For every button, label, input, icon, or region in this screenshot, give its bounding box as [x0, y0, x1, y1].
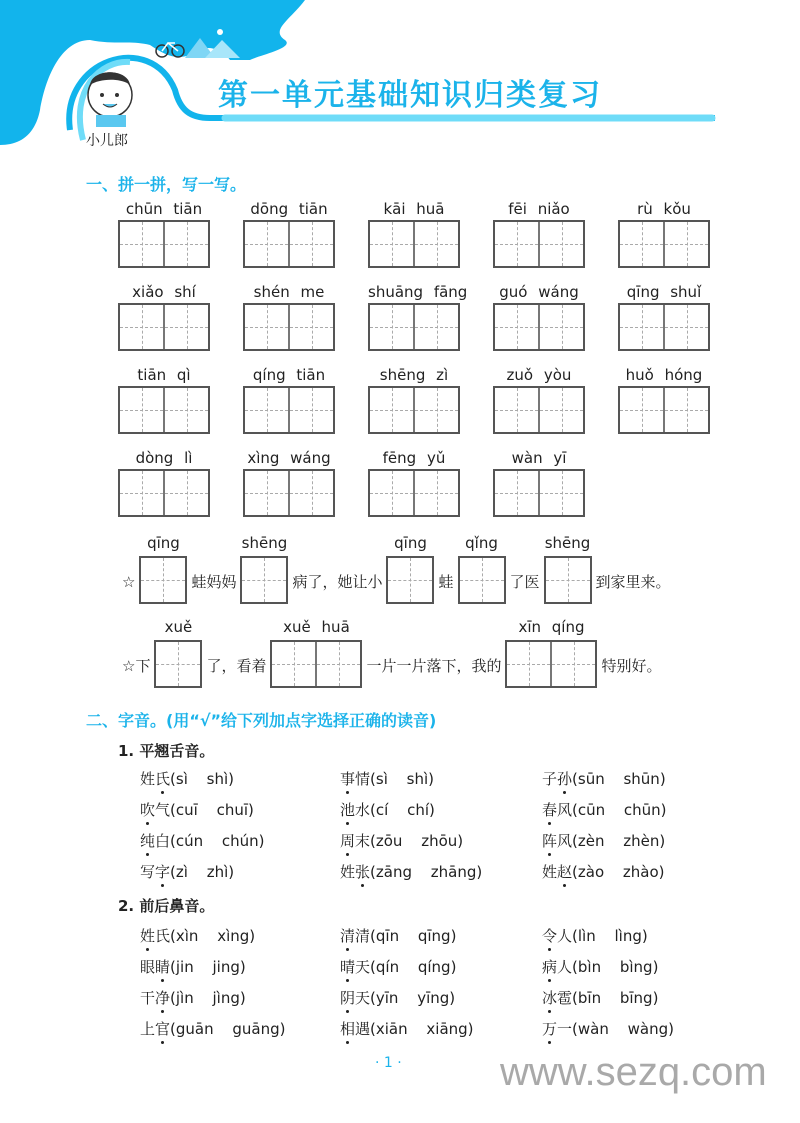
mascot-icon — [88, 72, 132, 127]
pronunciation-question[interactable] — [542, 861, 665, 882]
pinyin-label: fēi niǎo — [508, 200, 570, 218]
character: 写 — [140, 863, 156, 881]
pinyin-label: dōng tiān — [250, 200, 328, 218]
pinyin-options[interactable]: (wàn wàng) — [572, 1020, 674, 1038]
pinyin-options[interactable]: (zōu zhōu) — [370, 832, 464, 850]
character: 水 — [355, 801, 371, 819]
pronunciation-question[interactable] — [340, 830, 463, 851]
writing-box[interactable] — [544, 556, 592, 604]
character: 姓 — [140, 770, 156, 788]
writing-box[interactable] — [386, 556, 434, 604]
pinyin-options[interactable]: (zì zhì) — [170, 863, 235, 881]
pronunciation-question[interactable] — [140, 861, 234, 882]
mascot-label: 小儿郎 — [86, 133, 128, 149]
writing-box[interactable] — [505, 640, 597, 688]
pinyin-label: xiǎo shí — [132, 283, 196, 301]
pinyin-options[interactable]: (zào zhào) — [572, 863, 665, 881]
pinyin-item — [618, 281, 710, 351]
character: 睛 — [155, 958, 171, 976]
sentence-text: 到家里来。 — [595, 573, 671, 591]
character: 人 — [557, 958, 573, 976]
sentence-text: 了，看着 — [206, 657, 267, 675]
sentence-text: 特别好。 — [601, 657, 662, 675]
pronunciation-question[interactable] — [140, 799, 254, 820]
sentence-text: 病了，她让小 — [292, 573, 383, 591]
character: 赵 — [557, 863, 573, 881]
watermark: www.sezq.com — [500, 1050, 767, 1094]
writing-box[interactable] — [493, 469, 585, 517]
character: 池 — [340, 801, 356, 819]
pronunciation-question[interactable] — [140, 830, 265, 851]
character: 上 — [140, 1020, 156, 1038]
pinyin-item — [493, 198, 585, 268]
pinyin-item — [493, 281, 585, 351]
pinyin-options[interactable]: (yīn yīng) — [370, 989, 456, 1007]
subsection-1-title: 1. 平翘舌音。 — [118, 742, 215, 760]
pinyin-item — [493, 364, 585, 434]
sun-icon — [217, 29, 223, 35]
pinyin-item — [243, 364, 335, 434]
section-2-title: 二、字音。(用“√”给下列加点字选择正确的读音) — [86, 711, 437, 730]
pinyin-label: wàn yī — [511, 449, 567, 467]
character: 万 — [542, 1020, 558, 1038]
pinyin-label: rù kǒu — [637, 200, 691, 218]
subsection-2-title: 2. 前后鼻音。 — [118, 897, 215, 915]
pinyin-item — [243, 281, 335, 351]
pinyin-item — [618, 198, 710, 268]
writing-box[interactable] — [458, 556, 506, 604]
character: 天 — [355, 958, 371, 976]
section-1-title: 一、拼一拼，写一写。 — [86, 175, 247, 194]
character: 白 — [155, 832, 171, 850]
sentence-text: 蛙 — [438, 573, 454, 591]
pronunciation-question[interactable] — [340, 925, 456, 946]
sentence-text: 了医 — [509, 573, 540, 591]
writing-box[interactable] — [154, 640, 202, 688]
pinyin-label: shēng — [544, 534, 591, 552]
character: 风 — [557, 801, 573, 819]
pinyin-options[interactable]: (cún chún) — [170, 832, 265, 850]
pinyin-label: kāi huā — [383, 200, 445, 218]
pinyin-label: huǒ hóng — [625, 366, 703, 384]
pinyin-options[interactable]: (sì shì) — [170, 770, 234, 788]
character: 末 — [355, 832, 371, 850]
pinyin-label: shēng zì — [379, 366, 449, 384]
character: 令 — [542, 927, 558, 945]
pinyin-options[interactable]: (cí chí) — [370, 801, 435, 819]
character: 氏 — [155, 770, 171, 788]
pinyin-options[interactable]: (lìn lìng) — [572, 927, 648, 945]
character: 遇 — [355, 1020, 371, 1038]
writing-box[interactable] — [368, 469, 460, 517]
pinyin-options[interactable]: (xiān xiāng) — [370, 1020, 474, 1038]
pinyin-options[interactable]: (cūn chūn) — [572, 801, 667, 819]
writing-box[interactable] — [118, 386, 210, 434]
sentence-text: ☆下 — [122, 657, 151, 675]
writing-box[interactable] — [118, 303, 210, 351]
sentence-text: 一片一片落下，我的 — [366, 657, 502, 675]
character: 人 — [557, 927, 573, 945]
character: 纯 — [140, 832, 156, 850]
pinyin-label: xuě huā — [283, 618, 350, 636]
sentence-1 — [118, 530, 675, 604]
writing-box[interactable] — [243, 386, 335, 434]
pronunciation-question[interactable] — [340, 768, 434, 789]
character: 子 — [542, 770, 558, 788]
page-title: 第一单元基础知识归类复习 — [218, 78, 602, 113]
character: 清 — [355, 927, 371, 945]
character: 氏 — [155, 927, 171, 945]
character: 周 — [340, 832, 356, 850]
pronunciation-question[interactable] — [542, 830, 665, 851]
pronunciation-question[interactable] — [140, 1018, 285, 1039]
character: 孙 — [557, 770, 573, 788]
pronunciation-question[interactable] — [542, 987, 658, 1008]
character: 姓 — [542, 863, 558, 881]
pinyin-item — [243, 198, 335, 268]
pronunciation-question[interactable] — [140, 956, 246, 977]
character: 病 — [542, 958, 558, 976]
pinyin-item — [493, 447, 585, 517]
pronunciation-question[interactable] — [542, 925, 648, 946]
pronunciation-question[interactable] — [340, 956, 456, 977]
pinyin-item — [368, 364, 460, 434]
pinyin-options[interactable]: (xìn xìng) — [170, 927, 256, 945]
pinyin-label: tiān qì — [137, 366, 191, 384]
pinyin-label: shēng — [241, 534, 288, 552]
writing-box[interactable] — [243, 469, 335, 517]
writing-box[interactable] — [618, 303, 710, 351]
pinyin-label: chūn tiān — [125, 200, 203, 218]
character: 阵 — [542, 832, 558, 850]
character: 气 — [155, 801, 171, 819]
pinyin-label: dòng lì — [135, 449, 193, 467]
pinyin-label: qǐng — [465, 534, 498, 552]
character: 清 — [340, 927, 356, 945]
pronunciation-question[interactable] — [340, 1018, 474, 1039]
writing-box[interactable] — [118, 469, 210, 517]
pronunciation-question[interactable] — [140, 768, 234, 789]
page-number: · 1 · — [375, 1055, 402, 1071]
pinyin-item — [118, 198, 210, 268]
star-icon: ☆ — [122, 573, 136, 591]
character: 情 — [355, 770, 371, 788]
pinyin-item — [368, 447, 460, 517]
writing-box[interactable] — [493, 386, 585, 434]
character: 相 — [340, 1020, 356, 1038]
character: 一 — [557, 1020, 573, 1038]
pinyin-options[interactable]: (jìn jìng) — [170, 989, 246, 1007]
pinyin-label: xìng wáng — [247, 449, 331, 467]
pinyin-item — [118, 447, 210, 517]
pinyin-label: zuǒ yòu — [506, 366, 572, 384]
pinyin-options[interactable]: (jin jing) — [170, 958, 246, 976]
writing-box[interactable] — [243, 303, 335, 351]
pinyin-label: xuě — [164, 618, 193, 636]
writing-box[interactable] — [493, 303, 585, 351]
character: 官 — [155, 1020, 171, 1038]
character: 雹 — [557, 989, 573, 1007]
writing-box[interactable] — [243, 220, 335, 268]
character: 姓 — [140, 927, 156, 945]
pinyin-label: shén me — [253, 283, 325, 301]
pronunciation-question[interactable] — [340, 987, 455, 1008]
pinyin-label: qīng shuǐ — [626, 283, 702, 301]
pinyin-label: qīng — [147, 534, 180, 552]
pinyin-options[interactable]: (qīn qīng) — [370, 927, 457, 945]
pinyin-label: fēng yǔ — [382, 449, 446, 467]
pinyin-label: qīng — [394, 534, 427, 552]
pronunciation-question[interactable] — [340, 799, 435, 820]
sentence-text: 蛙妈妈 — [191, 573, 237, 591]
pinyin-options[interactable]: (zāng zhāng) — [370, 863, 483, 881]
pinyin-label: guó wáng — [499, 283, 579, 301]
pinyin-item — [368, 281, 468, 351]
pinyin-item — [118, 281, 210, 351]
character: 吹 — [140, 801, 156, 819]
character: 字 — [155, 863, 171, 881]
pinyin-label: qíng tiān — [252, 366, 326, 384]
pinyin-options[interactable]: (guān guāng) — [170, 1020, 286, 1038]
writing-box[interactable] — [368, 386, 460, 434]
character: 晴 — [340, 958, 356, 976]
character: 风 — [557, 832, 573, 850]
character: 春 — [542, 801, 558, 819]
character: 姓 — [340, 863, 356, 881]
pronunciation-question[interactable] — [542, 956, 658, 977]
character: 张 — [355, 863, 371, 881]
pinyin-item — [118, 364, 210, 434]
writing-box[interactable] — [139, 556, 187, 604]
character: 净 — [155, 989, 171, 1007]
writing-box[interactable] — [118, 220, 210, 268]
pinyin-item — [618, 364, 710, 434]
pinyin-options[interactable]: (sì shì) — [370, 770, 434, 788]
pinyin-label: shuāng fāng — [368, 283, 468, 301]
sentence-2 — [118, 614, 666, 688]
pronunciation-question[interactable] — [140, 987, 246, 1008]
pronunciation-question[interactable] — [140, 925, 255, 946]
pinyin-item — [243, 447, 335, 517]
pronunciation-question[interactable] — [542, 1018, 674, 1039]
writing-box[interactable] — [240, 556, 288, 604]
writing-box[interactable] — [493, 220, 585, 268]
pronunciation-question[interactable] — [542, 799, 667, 820]
pinyin-options[interactable]: (qín qíng) — [370, 958, 457, 976]
pronunciation-question[interactable] — [340, 861, 482, 882]
writing-box[interactable] — [618, 386, 710, 434]
writing-box[interactable] — [368, 303, 460, 351]
writing-box[interactable] — [368, 220, 460, 268]
pinyin-options[interactable]: (zèn zhèn) — [572, 832, 666, 850]
pinyin-options[interactable]: (cuī chuī) — [170, 801, 254, 819]
pinyin-options[interactable]: (bīn bīng) — [572, 989, 659, 1007]
pinyin-item — [368, 198, 460, 268]
character: 眼 — [140, 958, 156, 976]
character: 干 — [140, 989, 156, 1007]
writing-box[interactable] — [270, 640, 362, 688]
pinyin-label: xīn qíng — [518, 618, 585, 636]
writing-box[interactable] — [618, 220, 710, 268]
character: 阴 — [340, 989, 356, 1007]
character: 事 — [340, 770, 356, 788]
pinyin-options[interactable]: (sūn shūn) — [572, 770, 666, 788]
pinyin-options[interactable]: (bìn bìng) — [572, 958, 659, 976]
pronunciation-question[interactable] — [542, 768, 666, 789]
character: 天 — [355, 989, 371, 1007]
character: 冰 — [542, 989, 558, 1007]
